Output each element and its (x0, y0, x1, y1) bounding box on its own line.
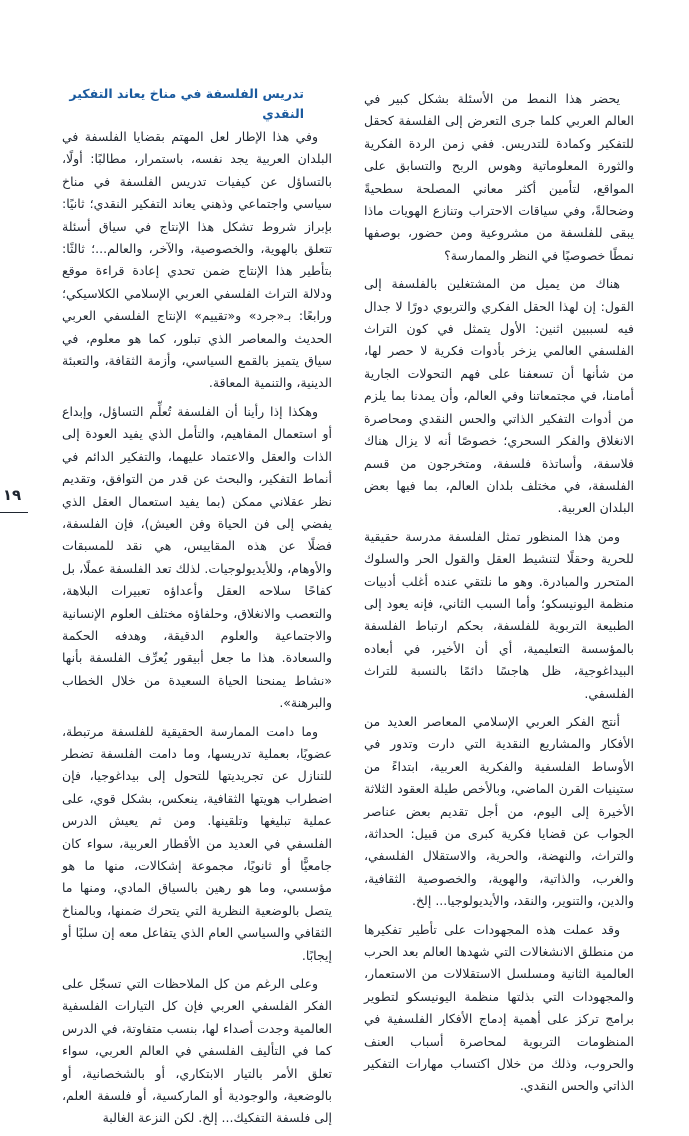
paragraph: يحضر هذا النمط من الأسئلة بشكل كبير في العالم العربي كلما جرى التعرض إلى الفلسفة كحقل للتفكير وكمادة للتدريس. ففي زمن الردة الفكرية والثورة المعلوماتية وهوس الربح والتسابق على المواقع، لتأمين أكثر معاني المصلحة سطحيةً وضحالةً، وفي سياقات الاحتراب وتنازع الهويات ماذا يبقى للفلسفة من مشروعية ومن حضور، بوصفها نمطًا خصوصيًا في النظر والممارسة؟ (364, 91, 634, 263)
paragraph: ومن هذا المنظور تمثل الفلسفة مدرسة حقيقية للحرية وحقلًا لتنشيط العقل والقول الحر والسلوك المتحرر والمبادرة. وهو ما نلتقي عنده أغلب أدبيات منظمة اليونيسكو؛ وأما السبب الثاني، فإنه يعود إلى الطبيعة التربوية للفلسفة، بحكم ارتباط الفلسفة بالمؤسسة التعليمية، أي أن الأخير، في أبعاده البيداغوجية، ظل هاجسًا دائمًا بالنسبة للتراث الفلسفي. (364, 528, 634, 701)
paragraph: وفي هذا الإطار لعل المهتم بقضايا الفلسفة في البلدان العربية يجد نفسه، باستمرار، مطالبًا: أولًا، بالتساؤل عن كيفيات تدريس الفلسفة في مناخ سياسي واجتماعي وذهني يعاند التفكير النقدي؛ ثانيًا: بإبراز شروط تشكل هذا الإنتاج في سياق أسئلة تتعلق بالهوية، والخصوصية، والآخر، والعالم...؛ ثالثًا: بتأطير هذا الإنتاج ضمن تحدي إعادة قراءة موقع ودلالة التراث الفلسفي العربي الإسلامي الكلاسيكي؛ ورابعًا: بـ«جرد» و«تقييم» الإنتاج الفلسفي العربي الحديث والمعاصر الذي تبلور، كما هو معلوم، في سياق يتميز بالقمع السياسي، وأزمة الثقافة، والتعبئة الدينية، والتنمية المعاقة. (62, 129, 332, 391)
page-number: ١٩ (2, 486, 22, 504)
section-heading: تدريس الفلسفة في مناخ يعاند التفكير النقدي (69, 86, 304, 121)
paragraph: أنتج الفكر العربي الإسلامي المعاصر العديد من الأفكار والمشاريع النقدية التي دارت وتدور في الأوساط الفلسفية والفكرية العربية، ابتداءً من ستينيات القرن الماضي، وبالأخص طيلة العقود الثلاثة الأخيرة إلى اليوم، من أجل تقديم بعض عناصر الجواب عن قضايا فكرية كبرى من قبيل: الحداثة، والتراث، والنهضة، والحرية، والاستقلال الفلسفي، والغرب، والذاتية، والهوية، والخصوصية الثقافية، والدين، والتنوير، والنقد، والأيديولوجيا... إلخ. (364, 713, 634, 909)
page-number-rule (0, 512, 28, 513)
left-column (62, 84, 332, 1136)
paragraph: وهكذا إذا رأينا أن الفلسفة تُعلِّم التساؤل، وإبداع أو استعمال المفاهيم، والتأمل الذي يفيد العودة إلى الذات والعقل والاعتماد عليهما، والتفكير الدائم في أنماط التفكير، والبحث عن قدر من التوافق، وتقديم نظر عقلاني ممكن (بما يفيد استعمال العقل الذي يفضي إلى فن الحياة وفن العيش)، فإن الفلسفة، فضلًا عن هذه المقاييس، هي نقد للمسبقات والأوهام، وللأيديولوجيات. لذلك تعد الفلسفة عملًا، بل كفاحًا سلاحه العقل وأعداؤه تعبيرات البلاهة، والتعصب والانغلاق، وحلفاؤه مختلف العلوم الإنسانية والاجتماعية والعلوم الدقيقة، وهدفه الحكمة والسعادة. هذا ما جعل أبيقور يُعرِّف الفلسفة بأنها «نشاط يمنحنا الحياة السعيدة من خلال الخطاب والبرهنة». (62, 403, 332, 711)
paragraph: وعلى الرغم من كل الملاحظات التي تسجّل على الفكر الفلسفي العربي فإن كل التيارات الفلسفية العالمية وجدت أصداء لها، بنسب متفاوتة، في الدرس كما في التأليف الفلسفي في العالم العربي، سواء تعلق الأمر بالتيار الابتكاري، أو بالشخصانية، أو بالوضعية، والوجودية أو الماركسية، أو فلسفة العلم، إلى فلسفة التفكيك... إلخ. لكن النزعة الغالبة (62, 976, 332, 1126)
right-column (364, 88, 634, 1104)
paragraph: هناك من يميل من المشتغلين بالفلسفة إلى القول: إن لهذا الحقل الفكري والتربوي دورًا لا جدال فيه لسببين اثنين: الأول يتمثل في كون التراث الفلسفي العالمي يزخر بأدوات فكرية لا حصر لها، من شأنها أن تسعفنا على فهم التحولات الجارية أمامنا، في مجتمعاتنا وفي العالم، وأن يمدنا بما يلزم من أدوات التفكير الذاتي والحس النقدي ومحاصرة الانغلاق والفكر السحري؛ خصوصًا أنه لا يزال هناك فلاسفة، وأساتذة فلسفة، ومتخرجون من قسم الفلسفة، في مختلف بلدان العالم، بما فيها بعض البلدان العربية. (364, 276, 634, 516)
paragraph: وما دامت الممارسة الحقيقية للفلسفة مرتبطة، عضويًا، بعملية تدريسها، وما دامت الفلسفة تضطر للتنازل عن تجريديتها للتحول إلى بيداغوجيا، فإن اضطراب هويتها الثقافية، ينعكس، بشكل قوي، على عملية تبليغها وتلقينها. ومن ثم يعيش الدرس الفلسفي في العديد من الأقطار العربية، سواء كان جامعيًّا أو ثانويًا، مجموعة إشكالات، منها ما هو مؤسسي، وما هو رهين بالسياق المادي، ومنها ما يتصل بالوضعية النظرية التي يتحرك ضمنها، وبالمناخ الثقافي والسياسي العام الذي يتفاعل معه إن سلبًا أو إيجابًا. (62, 723, 332, 963)
paragraph: وقد عملت هذه المجهودات على تأطير تفكيرها من منطلق الانشغالات التي شهدها العالم بعد الحرب العالمية الثانية ومسلسل الاستقلالات من الاستعمار، والمجهودات التي بذلتها منظمة اليونيسكو لتطوير برامج تركز على أهمية إدماج الأفكار الفلسفية في المنظومات التربوية لمحاصرة أسباب العنف والحروب، وذلك من خلال اكتساب مهارات التفكير الذاتي والحس النقدي. (364, 921, 634, 1094)
